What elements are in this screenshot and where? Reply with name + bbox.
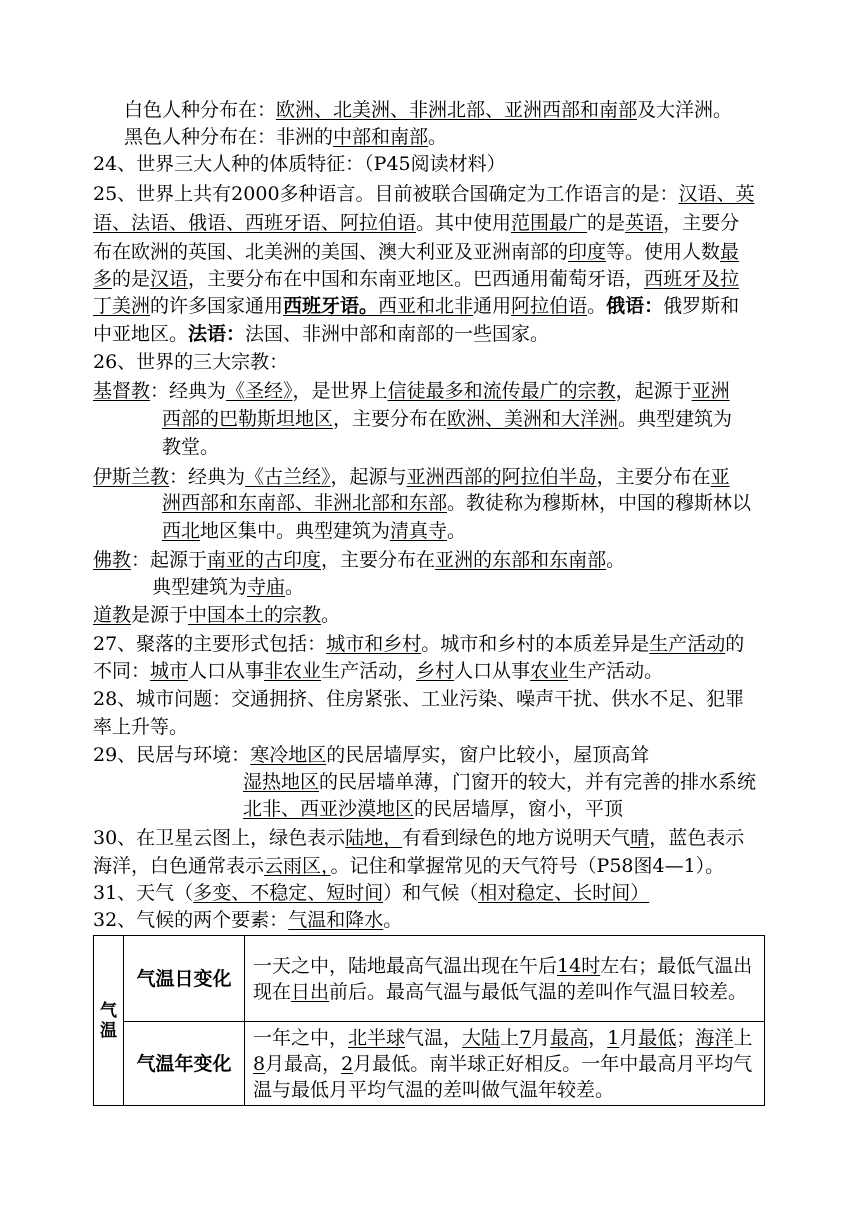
buddhism-line-2: 典型建筑为寺庙。 (152, 576, 305, 598)
item-27-line-2: 不同：城市人口从事非农业生产活动，乡村人口从事农业生产活动。 (93, 660, 664, 682)
item-25-line-2: 语、法语、俄语、西班牙语、阿拉伯语。其中使用范围最广的是英语，主要分 (93, 212, 740, 234)
item-28-line-1: 28、城市问题：交通拥挤、住房紧张、工业污染、噪声干扰、供水不足、犯罪 (93, 688, 745, 710)
item-30-line-1: 30、在卫星云图上，绿色表示陆地，有看到绿色的地方说明天气晴，蓝色表示 (93, 827, 745, 849)
item-32: 32、气候的两个要素：气温和降水。 (93, 909, 403, 931)
daily-variation-header: 气温日变化 (124, 936, 245, 1022)
item-25-line-5: 丁美洲的许多国家通用西班牙语。西亚和北非通用阿拉伯语。俄语：俄罗斯和 (93, 295, 740, 317)
white-race-line: 白色人种分布在：欧洲、北美洲、非洲北部、亚洲西部和南部及大洋洲。 (124, 99, 733, 121)
item-29-line-3: 北非、西亚沙漠地区的民居墙厚，窗小，平顶 (243, 798, 624, 820)
black-race-line: 黑色人种分布在：非洲的中部和南部。 (124, 126, 448, 148)
item-30-line-2: 海洋，白色通常表示云雨区，。记住和掌握常见的天气符号（P58图4—1）。 (93, 855, 725, 877)
annual-variation-header: 气温年变化 (124, 1022, 245, 1106)
daily-variation-text: 一天之中，陆地最高气温出现在午后14时左右；最低气温出现在日出前后。最高气温与最低气温的差叫作气温日较差。 (245, 936, 765, 1022)
item-29-line-1: 29、民居与环境：寒冷地区的民居墙厚实，窗户比较小，屋顶高耸 (93, 744, 650, 766)
item-26: 26、世界的三大宗教： (93, 351, 289, 373)
islam-line-2: 洲西部和东南部、非洲北部和东部。教徒称为穆斯林，中国的穆斯林以 (162, 492, 752, 514)
annual-variation-text: 一年之中，北半球气温，大陆上7月最高，1月最低；海洋上8月最高，2月最低。南半球正好相反。一年中最高月平均气温与最低月平均气温的差叫做气温年较差。 (245, 1022, 765, 1106)
temperature-group-label: 气温 (94, 936, 124, 1106)
buddhism-line-1: 佛教：起源于南亚的古印度，主要分布在亚洲的东部和东南部。 (93, 549, 626, 571)
item-28-line-2: 率上升等。 (93, 716, 189, 738)
item-24: 24、世界三大人种的体质特征：（P45阅读材料） (93, 153, 506, 175)
item-27-line-1: 27、聚落的主要形式包括：城市和乡村。城市和乡村的本质差异是生产活动的 (93, 633, 745, 655)
item-25-line-3: 布在欧洲的英国、北美洲的美国、澳大利亚及亚洲南部的印度等。使用人数最 (93, 241, 740, 263)
christianity-line-1: 基督教：经典为《圣经》，是世界上信徒最多和流传最广的宗教，起源于亚洲 (93, 380, 730, 402)
item-29-line-2: 湿热地区的民居墙单薄，门窗开的较大，并有完善的排水系统 (243, 771, 757, 793)
item-25-line-1: 25、世界上共有2000多种语言。目前被联合国确定为工作语言的是：汉语、英 (93, 183, 755, 205)
item-25-line-6: 中亚地区。法语：法国、非洲中部和南部的一些国家。 (93, 323, 550, 345)
christianity-line-3: 教堂。 (162, 436, 220, 458)
table-row (94, 936, 765, 1022)
item-31: 31、天气（多变、不稳定、短时间）和气候（相对稳定、长时间） (93, 882, 650, 904)
table-row (94, 1022, 765, 1106)
item-25-line-4: 多的是汉语，主要分布在中国和东南亚地区。巴西通用葡萄牙语，西班牙及拉 (93, 268, 740, 290)
christianity-line-2: 西部的巴勒斯坦地区，主要分布在欧洲、美洲和大洋洲。典型建筑为 (162, 408, 733, 430)
islam-line-1: 伊斯兰教：经典为《古兰经》，起源与亚洲西部的阿拉伯半岛，主要分布在亚 (93, 466, 730, 488)
temperature-table (93, 935, 765, 1106)
taoism-line: 道教是源于中国本土的宗教。 (93, 604, 341, 626)
islam-line-3: 西北地区集中。典型建筑为清真寺。 (162, 520, 467, 542)
